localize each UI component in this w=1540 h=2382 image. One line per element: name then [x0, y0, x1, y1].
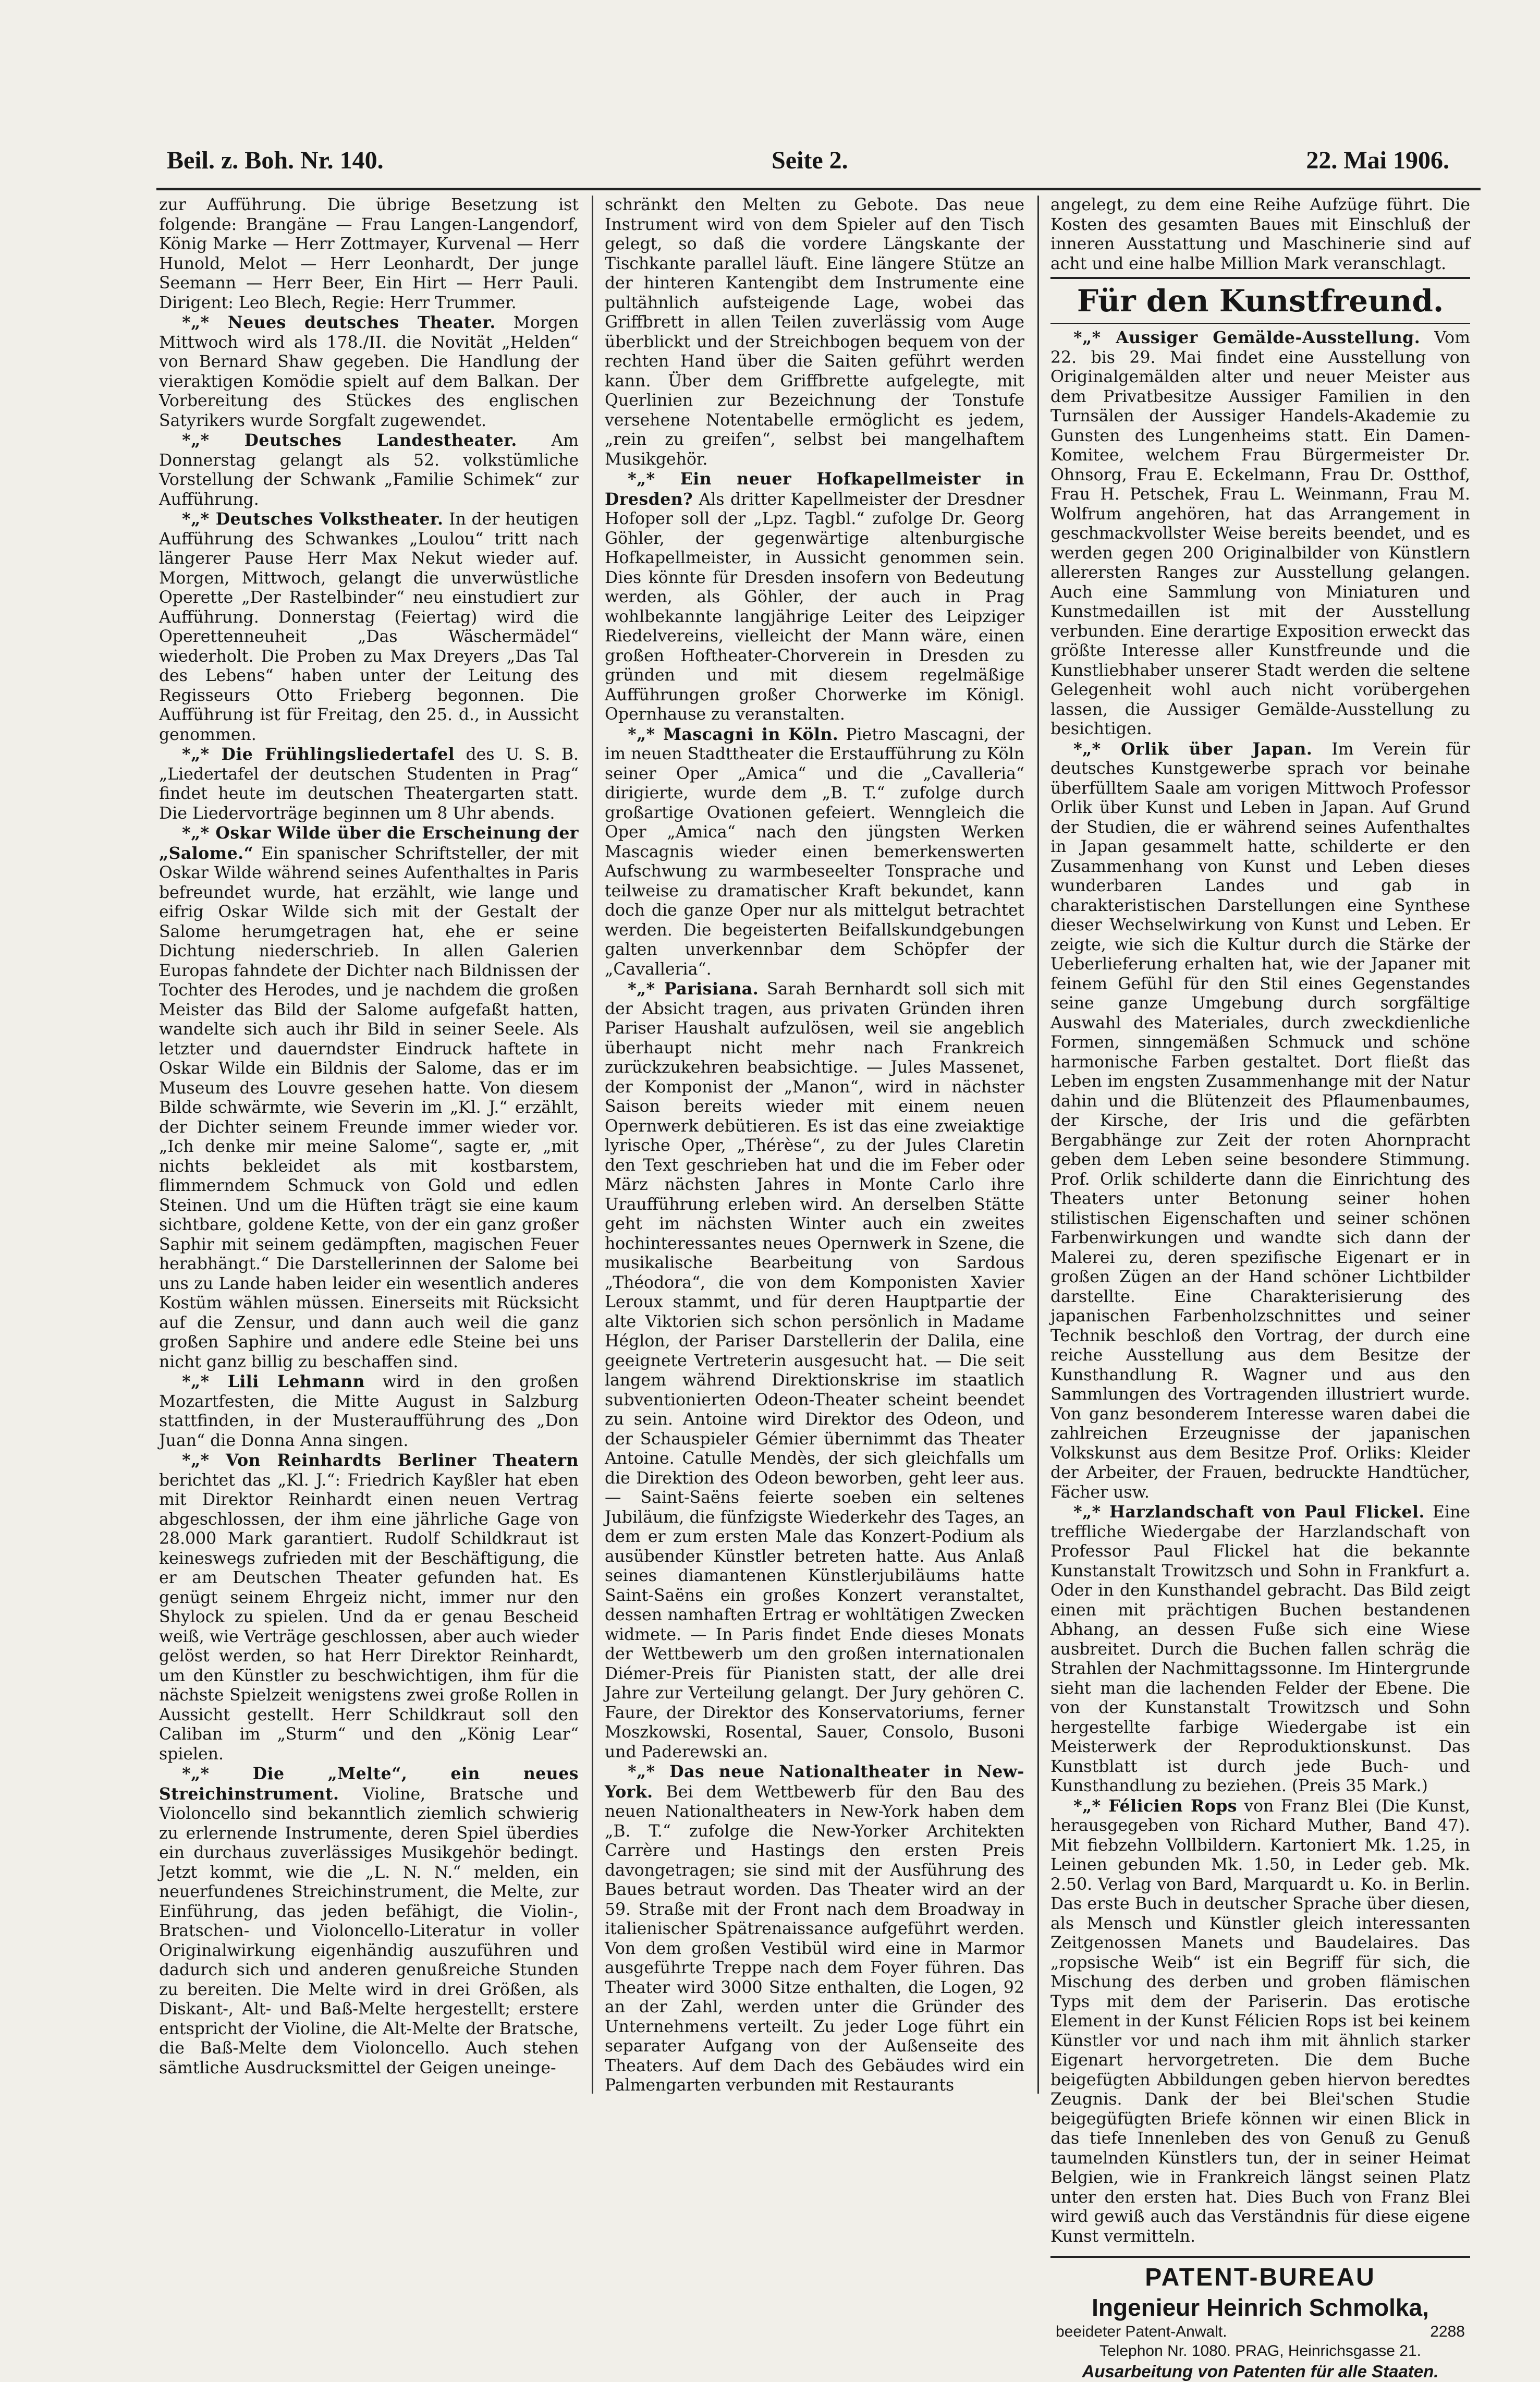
article	[605, 196, 1024, 469]
article-text: Bei dem Wettbewerb für den Bau des neuen Nationaltheaters in New-York haben dem „B. T.“ zufolge die New-Yorker Architekten Carrère und Hastings den ersten Preis davongetragen; sie sind mit der Ausführung des Baues betraut worden. Das Theater wird an der 59. Straße mit der Front nach dem Broadway in italienischer Spätrenaissance aufgeführt werden. Von dem großen Vestibül wird eine in Marmor ausgeführte Treppe nach dem Foyer führen. Das Theater wird 3000 Sitze enthalten, die Logen, 92 an der Zahl, werden unter die Gründer des Unternehmens verteilt. Zu jeder Loge führt ein separater Aufgang von der Außenseite des Theaters. Auf dem Dach des Gebäudes wird ein Palmengarten verbunden mit Restaurants	[605, 1782, 1024, 2095]
article	[1050, 739, 1470, 1503]
article-text: wird in den großen Mozartfesten, die Mitte August in Salzburg stattfinden, in der Musteraufführung des „Don Juan“ die Donna Anna singen.	[159, 1372, 579, 1450]
article-heading: *„* Aussiger Gemälde-Ausstellung.	[1073, 328, 1421, 347]
article	[159, 1764, 579, 2078]
article-text: berichtet das „Kl. J.“: Friedrich Kayßler hat eben mit Direktor Reinhardt einen neuen Vertrag abgeschlossen, der ihm eine jährliche Gage von 28.000 Mark garantiert. Rudolf Schildkraut ist keineswegs zufrieden mit der Beschäftigung, die er am Deutschen Theater gefunden hat. Es genügt seinem Ehrgeiz nicht, immer nur den Shylock zu spielen. Und da er genau Bescheid weiß, wie Verträge geschlossen, aber auch wieder gelöst werden, so hat Herr Direktor Reinhardt, um den Künstler zu beschwichtigen, ihm für die nächste Spielzeit wenigstens zwei große Rollen in Aussicht gestellt. Herr Schildkraut soll den Caliban im „Sturm“ und den „König Lear“ spielen.	[159, 1470, 579, 1764]
article	[159, 1372, 579, 1451]
page-number: Seite 2.	[772, 147, 848, 174]
column-divider-2	[1037, 196, 1039, 2094]
article	[159, 431, 579, 509]
article-heading: *„* Neues deutsches Theater.	[182, 313, 496, 332]
article-heading: *„* Deutsches Landestheater.	[182, 431, 517, 450]
ad-subtitle-row	[1050, 2323, 1470, 2341]
ad-name: Ingenieur Heinrich Schmolka,	[1092, 2294, 1429, 2321]
article-heading: *„* Lili Lehmann	[182, 1372, 365, 1391]
article	[159, 823, 579, 1372]
article-heading: *„* Harzlandschaft von Paul Flickel.	[1073, 1502, 1425, 1522]
column-divider-1	[592, 196, 593, 2094]
ad-number: 2288	[1430, 2323, 1465, 2340]
article-heading: *„* Félicien Rops	[1073, 1796, 1237, 1816]
article-text: zur Aufführung. Die übrige Besetzung ist folgende: Brangäne — Frau Langen-Langendorf, König Marke — Herr Zottmayer, Kurvenal — Herr Hunold, Melot — Herr Leonhardt, Der junge Seemann — Herr Beer, Ein Hirt — Herr Pauli. Dirigent: Leo Blech, Regie: Herr Trummer.	[159, 196, 579, 312]
article-heading: *„* Parisiana.	[628, 979, 759, 999]
article-heading: *„* Orlik über Japan.	[1073, 739, 1313, 759]
article	[159, 745, 579, 823]
ad-title: PATENT-BUREAU	[1145, 2264, 1376, 2291]
article	[1050, 328, 1470, 739]
article-text: von Franz Blei (Die Kunst, herausgegeben von Richard Muther, Band 47). Mit fiebzehn Vollbildern. Kartoniert Mk. 1.25, in Leinen gebunden Mk. 1.50, in Leder geb. Mk. 2.50. Verlag von Bard, Marquardt u. Ko. in Berlin. Das erste Buch in deutscher Sprache über diesen, als Mensch und Künstler gleich interessanten Zeitgenossen Manets und Baudelaires. Das „ropsische Weib“ ist ein Begriff für sich, die Mischung des derben und groben flämischen Typs mit dem der Pariserin. Das erotische Element in der Kunst Félicien Rops ist bei keinem Künstler vor und nach ihm mit ähnlich starker Eigenart hervorgetreten. Die dem Buche beigefügten Abbildungen geben hiervon beredtes Zeugnis. Dank der bei Blei'schen Studie beigegüfügten Briefe können wir einen Blick in das tiefe Innenleben des von Genuß zu Genuß taumelnden Künstlers tun, der in seiner Heimat Belgien, wie in Frankreich längst seinen Platz unter den ersten hat. Dies Buch von Franz Blei wird gewiß auch das Verständnis für diese eigene Kunst vermitteln.	[1050, 1796, 1471, 2246]
article-text: Pietro Mascagni, der im neuen Stadttheater die Erstaufführung zu Köln seiner Oper „Amica“ und die „Cavalleria“ dirigierte, wurde dem „B. T.“ zufolge durch großartige Ovationen gefeiert. Wenngleich die Oper „Amica“ nach den jüngsten Werken Mascagnis wieder einen bemerkenswerten Aufschwung zu warmbeseelter Tonsprache und teilweise zu dramatischer Kraft bekundet, kann doch die ganze Oper nur als mittelgut betrachtet werden. Die begeisterten Beifallskundgebungen galten unverkennbar dem Schöpfer der „Cavalleria“.	[605, 725, 1024, 979]
article-text: Vom 22. bis 29. Mai findet eine Ausstellung von Originalgemälden alter und neuer Meister aus dem Privatbesitze Aussiger Familien in den Turnsälen der Aussiger Handels-Akademie zu Gunsten des Lungenheims statt. Ein Damen-Komitee, welchem Frau Bürgermeister Dr. Ohnsorg, Frau E. Eckelmann, Frau Dr. Ostthof, Frau H. Petschek, Frau L. Weinmann, Frau M. Wolfrum angehören, hat das Arrangement in geschmackvollster Weise bereits beendet, und es werden gegen 200 Originalbilder von Künstlern allerersten Ranges zur Ausstellung gelangen. Auch eine Sammlung von Miniaturen und Kunstmedaillen ist mit der Ausstellung verbunden. Eine derartige Exposition erweckt das größte Interesse aller Kunstfreunde und die Kunstliebhaber unserer Stadt werden die seltene Gelegenheit wohl auch nicht vorübergehen lassen, die Aussiger Gemälde-Ausstellung zu besichtigen.	[1050, 329, 1470, 738]
supplement-number: Beil. z. Boh. Nr. 140.	[167, 147, 384, 174]
article	[605, 979, 1024, 1762]
article	[605, 1762, 1024, 2096]
article-text: Am Donnerstag gelangt als 52. volkstümliche Vorstellung der Schwank „Familie Schimek“ zur Aufführung.	[159, 431, 579, 509]
article	[159, 313, 579, 431]
article	[1050, 1502, 1470, 1796]
article	[1050, 1796, 1470, 2247]
article-heading: *„* Mascagni in Köln.	[628, 724, 839, 744]
column-3	[1050, 196, 1471, 2381]
column-1	[159, 196, 579, 2094]
article-text: Ein spanischer Schriftsteller, der mit Oskar Wilde während seines Aufenthaltes in Paris befreundet wurde, hat erzählt, wie lange und eifrig Oskar Wilde sich mit der Gestalt der Salome herumgetragen hat, ehe er seine Dichtung niederschrieb. In allen Galerien Europas fahndete der Dichter nach Bildnissen der Tochter des Herodes, und je nachdem die großen Meister das Bild der Salome aufgefaßt hatten, wandelte sich auch ihr Bild in seiner Seele. Als letzter und dauerndster Eindruck haftete in Oskar Wilde ein Bildnis der Salome, das er im Museum des Louvre gesehen hatte. Von diesem Bilde schwärmte, wie Severin im „Kl. J.“ erzählt, der Dichter seinem Freunde immer wieder vor. „Ich denke mir meine Salome“, sagte er, „mit nichts bekleidet als mit kostbarstem, flimmerndem Schmuck von Gold und edlen Steinen. Und um die Hüften trägt sie eine kaum sichtbare, goldene Kette, von der ein ganz großer Saphir mit seinem gedämpften, magischen Feuer herabhängt.“ Die Darstellerinnen der Salome bei uns zu Lande haben leider ein wesentlich anderes Kostüm wählen müssen. Einerseits mit Rücksicht auf die Zensur, und dann auch weil die ganz großen Saphire und andere edle Steine bei uns nicht ganz billig zu beschaffen sind.	[159, 844, 579, 1371]
section-heading: Für den Kunstfreund.	[1050, 277, 1470, 324]
article-heading: *„* Oskar Wilde über die Erscheinung der „Salome.“	[159, 823, 579, 863]
column-2	[605, 196, 1024, 2094]
article-text: angelegt, zu dem eine Reihe Aufzüge führt. Die Kosten des gesamten Baues mit Einschluß der inneren Ausstattung und Maschinerie sind auf acht und eine halbe Million Mark veranschlagt.	[1050, 196, 1470, 273]
article	[1050, 196, 1470, 274]
article-text: Eine treffliche Wiedergabe der Harzlandschaft von Professor Paul Flickel hat die bekannte Kunstanstalt Trowitzsch und Sohn in Frankfurt a. Oder in den Kunsthandel gebracht. Das Bild zeigt einen mit prächtigen Buchen bestandenen Abhang, an dessen Fuße sich eine Wiese ausbreitet. Durch die Buchen fallen schräg die Strahlen der Nachmittagssonne. Im Hintergrunde sieht man die lachenden Felder der Ebene. Die von der Kunstanstalt Trowitzsch und Sohn hergestellte farbige Wiedergabe ist ein Meisterwerk der Reproduktionskunst. Das Kunstblatt ist durch jede Buch- und Kunsthandlung zu beziehen. (Preis 35 Mark.)	[1050, 1503, 1470, 1795]
ad-subtitle: beeideter Patent-Anwalt.	[1056, 2323, 1227, 2340]
header-rule	[156, 188, 1481, 190]
article-text: In der heutigen Aufführung des Schwankes „Loulou“ tritt nach längerer Pause Herr Max Nekut wieder auf. Morgen, Mittwoch, gelangt die unverwüstliche Operette „Der Rastelbinder“ neu einstudiert zur Aufführung. Donnerstag (Feiertag) wird die Operettenneuheit „Das Wäschermädel“ wiederholt. Die Proben zu Max Dreyers „Das Tal des Lebens“ haben unter der Leitung des Regisseurs Otto Frieberg begonnen. Die Aufführung ist für Freitag, den 25. d., in Aussicht genommen.	[159, 510, 579, 744]
article-heading: *„* Die „Melte“, ein neues Streichinstrument.	[159, 1764, 579, 1804]
article-text: Als dritter Kapellmeister der Dresdner Hofoper soll der „Lpz. Tagbl.“ zufolge Dr. Georg Göhler, der gegenwärtige altenburgische Hofkapellmeister, in Aussicht genommen sein. Dies könnte für Dresden insofern von Bedeutung werden, als Göhler, der auch in Prag wohlbekannte langjährige Leiter des Leipziger Riedelvereins, vielleicht der Mann wäre, einen großen Hoftheater-Chorverein in Dresden zu gründen und mit diesem regelmäßige Aufführungen großer Chorwerke im Königl. Opernhause zu veranstalten.	[605, 490, 1024, 724]
newspaper-page	[156, 125, 1481, 2381]
article-heading: *„* Deutsches Volkstheater.	[182, 509, 444, 529]
article-text: schränkt den Melten zu Gebote. Das neue Instrument wird von dem Spieler auf den Tisch gelegt, so daß die vordere Längskante der Tischkante parallel läuft. Eine längere Stütze an der hinteren Kantengibt dem Instrumente eine pultähnlich aufsteigende Lage, wobei das Griffbrett in allen Teilen zuverlässig vom Auge überblickt und der Streichbogen bequem von der rechten Hand über die Saiten geführt werden kann. Über dem Griffbrette aufgelegte, mit Querlinien zur Bezeichnung der Tonstufe versehene Notentabelle ermöglicht es jedem, „rein zu greifen“, selbst bei mangelhaftem Musikgehör.	[605, 196, 1024, 469]
article-text: Sarah Bernhardt soll sich mit der Absicht tragen, aus privaten Gründen ihren Pariser Haushalt aufzulösen, weil sie angeblich überhaupt nicht mehr nach Frankreich zurückzukehren beabsichtige. — Jules Massenet, der Komponist der „Manon“, wird in nächster Saison bereits wieder mit einem neuen Opernwerk debütieren. Es ist das eine zweiaktige lyrische Oper, „Thérèse“, zu der Jules Claretin den Text geschrieben hat und die im Feber oder März nächsten Jahres in Monte Carlo ihre Uraufführung erleben wird. An derselben Stätte geht im nächsten Winter auch ein zweites hochinteressantes neues Opernwerk in Szene, die musikalische Bearbeitung von Sardous „Théodora“, die von dem Komponisten Xavier Leroux stammt, und für deren Hauptpartie der alte Viktorien sich schon persönlich in Madame Héglon, der Pariser Darstellerin der Dalila, eine geeignete Vertreterin ausgesucht hat. — Die seit langem während Direktionskrise im staatlich subventionierten Odeon-Theater scheint beendet zu sein. Antoine wird Direktor des Odeon, und der Schauspieler Gémier übernimmt das Theater Antoine. Catulle Mendès, der sich gleichfalls um die Direktion des Odeon beworben, geht leer aus. — Saint-Saëns feierte soeben ein seltenes Jubiläum, die fünfzigste Wiederkehr des Tages, an dem er zum ersten Male das Konzert-Podium als ausübender Künstler betreten hatte. Aus Anlaß seines diamantenen Künstlerjubiläums hatte Saint-Saëns ein großes Konzert veranstaltet, dessen namhaften Ertrag er wohltätigen Zwecken widmete. — In Paris findet Ende dieses Monats der Wettbewerb um den großen internationalen Diémer-Preis für Pianisten statt, der alle drei Jahre zur Verteilung gelangt. Der Jury gehören C. Faure, der Direktor des Konservatoriums, ferner Moszkowski, Rosental, Sauer, Consolo, Busoni und Paderewski an.	[605, 980, 1025, 1761]
article-heading: *„* Von Reinhardts Berliner Theatern	[182, 1451, 579, 1470]
article-text: Violine, Bratsche und Violoncello sind bekanntlich ziemlich schwierig zu erlernende Instrumente, deren Spiel überdies ein durchaus zuverlässiges Musikgehör bedingt. Jetzt kommt, wie die „L. N. N.“ melden, ein neuerfundenes Streichinstrument, die Melte, zur Einführung, das jeden befähigt, die Violin-, Bratschen- und Violoncello-Literatur in voller Originalwirkung eigenhändig auszuführen und dadurch sich und anderen genußreiche Stunden zu bereiten. Die Melte wird in drei Größen, als Diskant-, Alt- und Baß-Melte hergestellt; erstere entspricht der Violine, die Alt-Melte der Bratsche, die Baß-Melte dem Violoncello. Auch stehen sämtliche Ausdrucksmittel der Geigen uneinge-	[159, 1784, 579, 2077]
article	[605, 725, 1024, 980]
ad-telephone: Telephon Nr. 1080. PRAG, Heinrichsgasse 21.	[1099, 2342, 1421, 2360]
article-text: des U. S. B. „Liedertafel der deutschen Studenten in Prag“ findet heute im deutschen Theatergarten statt. Die Liedervorträge beginnen um 8 Uhr abends.	[159, 745, 579, 823]
article-heading: *„* Die Frühlingsliedertafel	[182, 745, 455, 764]
article-text: Im Verein für deutsches Kunstgewerbe sprach vor beinahe überfülltem Saale am vorigen Mittwoch Professor Orlik über Kunst und Leben in Japan. Auf Grund der Studien, die er während seines Aufenthaltes in Japan gesammelt hatte, schilderte er den Zusammenhang von Kunst und Leben dieses wunderbaren Landes und gab in charakteristischen Darstellungen eine Synthese dieser Wechselwirkung von Kunst und Leben. Er zeigte, wie sich die Kultur durch die Stärke der Ueberlieferung erhalten hat, wie der Japaner mit feinem Gefühl für den Stil eines Gegenstandes seine ganze Umgebung durch sorgfältige Auswahl des Materiales, durch zweckdienliche Formen, sinngemäßen Schmuck und schöne harmonische Farben gestaltet. Dort fließt das Leben im engsten Zusammenhange mit der Natur dahin und die Blütenzeit des Pflaumenbaumes, der Kirsche, der Iris und die gefärbten Bergabhänge zur Zeit der roten Ahornpracht geben dem Leben seine besondere Stimmung. Prof. Orlik schilderte dann die Einrichtung des Theaters unter Betonung seiner hohen stilistischen Eigenschaften und seiner schönen Farbenwirkungen und wandte sich dann der Malerei zu, deren spezifische Eigenart er in großen Zügen an der Hand schöner Lichtbilder darstellte. Eine Charakterisierung des japanischen Farbenholzschnittes und seiner Technik beschloß den Vortrag, der durch eine reiche Ausstellung aus dem Besitze der Kunsthandlung R. Wagner und aus den Sammlungen des Vortragenden illustriert wurde. Von ganz besonderem Interesse waren dabei die zahlreichen Erzeugnisse der japanischen Volkskunst aus dem Besitze Prof. Orliks: Kleider der Arbeiter, der Frauen, bedruckte Handtücher, Fächer usw.	[1050, 739, 1470, 1502]
article	[159, 196, 579, 313]
article	[159, 1451, 579, 1764]
article	[605, 469, 1024, 725]
article-heading: *„* Das neue Nationaltheater in New-York.	[605, 1762, 1024, 1802]
issue-date: 22. Mai 1906.	[1306, 147, 1449, 174]
patent-bureau-advertisement	[1050, 2256, 1470, 2382]
article-text: Morgen Mittwoch wird als 178./II. die Novität „Helden“ von Bernard Shaw gegeben. Die Handlung der vieraktigen Komödie spielt auf dem Balkan. Der Vorbereitung des Stückes des englischen Satyrikers wurde Sorgfalt zugewendet.	[159, 313, 579, 430]
page-header	[156, 146, 1481, 188]
article-heading: *„* Ein neuer Hofkapellmeister in Dresden?	[605, 469, 1024, 509]
ad-claim: Ausarbeitung von Patenten für alle Staaten.	[1082, 2362, 1439, 2381]
article	[159, 509, 579, 745]
column-3-articles	[1050, 196, 1470, 2246]
